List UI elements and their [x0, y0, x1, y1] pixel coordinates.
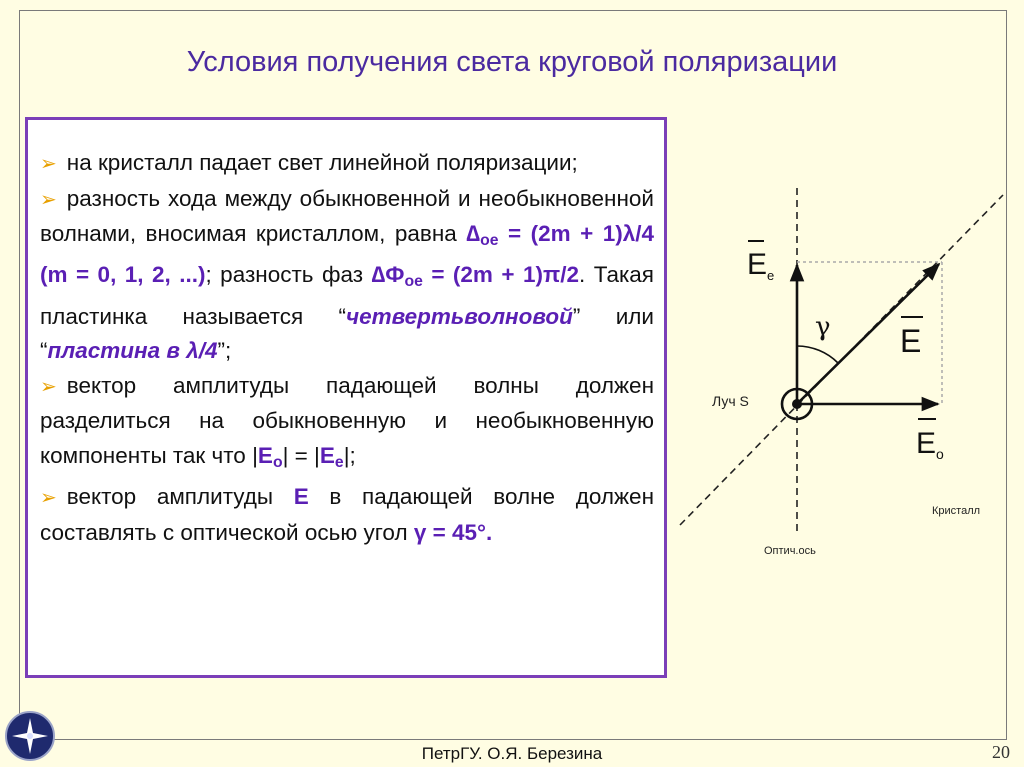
ray-s-label: Луч S — [712, 393, 749, 409]
crystal-label: Кристалл — [932, 505, 981, 517]
bullet-text: ” или “ — [40, 303, 654, 364]
bullet-arrow-icon: ➢ — [40, 375, 57, 398]
bullet-arrow-icon: ➢ — [40, 487, 57, 510]
page-number: 20 — [992, 742, 1010, 762]
angle-value: = 45°. — [426, 519, 493, 545]
footer-author: ПетрГУ. О.Я. Березина — [421, 744, 603, 763]
gamma-label: γ — [815, 312, 831, 342]
bullet-text: |; — [343, 442, 356, 468]
quarter-wave-term: четвертьволновой — [346, 303, 573, 329]
eo-label: $E_o$ — [916, 427, 944, 462]
bullet-text: ”; — [217, 338, 232, 364]
bullet-item-4 — [40, 480, 654, 550]
bullet-item-3 — [40, 369, 654, 480]
e-label: E — [900, 323, 922, 359]
bullet-arrow-icon: ➢ — [40, 188, 57, 211]
gamma-symbol: γ — [413, 519, 427, 545]
bullet-text: вектор амплитуды падающей волны должен разделиться на обыкновенную и необыкновенную компоненты так что | — [40, 372, 654, 468]
bullet-arrow-icon: ➢ — [40, 153, 57, 175]
bullet-text: . Такая пластинка называется “ — [40, 262, 654, 329]
bullet-text: вектор амплитуды — [66, 484, 294, 510]
bullet-item-2 — [40, 182, 654, 369]
gamma-angle-arc — [797, 346, 838, 363]
ray-s-dot — [792, 399, 802, 409]
e-vector-symbol: E — [293, 484, 309, 510]
m-values: (m = 0, 1, 2, ...) — [40, 262, 206, 288]
bullet-text: на кристалл падает свет линейной поляризации; — [66, 150, 578, 175]
optical-axis-label: Оптич.ось — [764, 545, 816, 557]
polarization-diagram — [660, 170, 1020, 570]
bullet-item-1 — [40, 146, 654, 182]
path-difference-symbol: $\Delta_{oe} = (2m + 1)\lambda/4$ — [466, 221, 654, 249]
bullet-text: разность хода между обыкновенной и необыкновенной волнами, вносимая кристаллом, равна — [40, 185, 654, 246]
bullet-text: ; разность фаз — [205, 262, 372, 288]
eo-symbol: $E_o$ — [257, 442, 283, 471]
ee-label: $E_e$ — [747, 248, 775, 283]
phase-difference-formula: $\Delta Ф_{oe} = (2m + 1)\pi/2$ — [371, 262, 579, 291]
bullet-text: в падающей волне должен составлять с оптической осью угол — [40, 484, 654, 545]
lambda-4-plate-term: пластина в λ/4 — [47, 338, 218, 364]
bullet-text: | = | — [282, 442, 320, 468]
slide-title: Условия получения света круговой поляризации — [186, 46, 838, 78]
conditions-box — [25, 117, 667, 678]
ee-symbol: $E_e$ — [319, 442, 344, 471]
